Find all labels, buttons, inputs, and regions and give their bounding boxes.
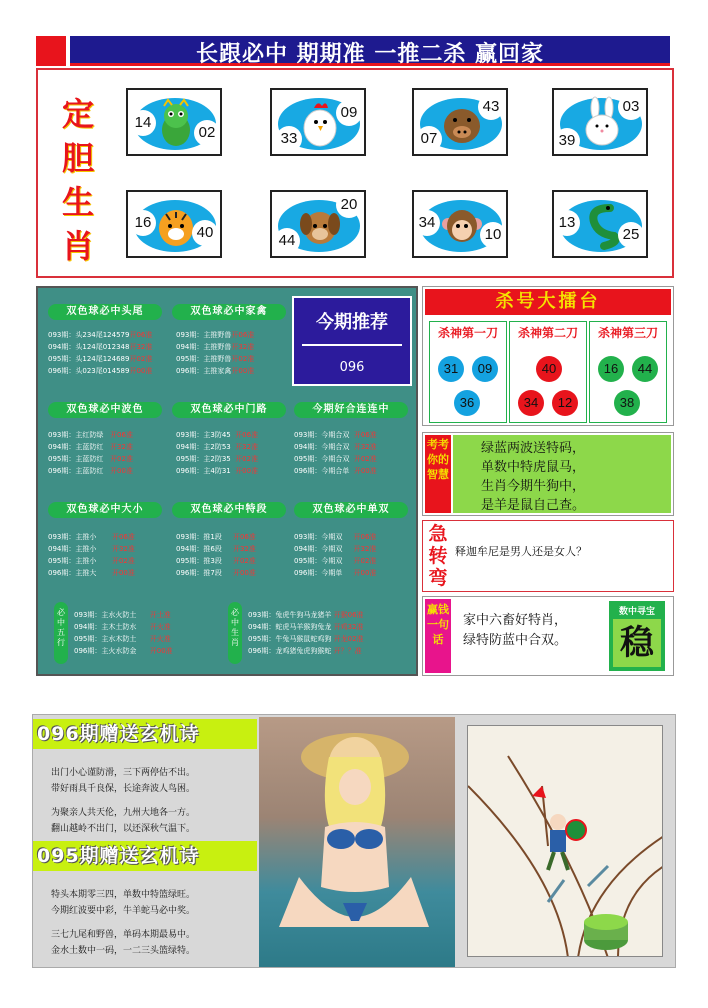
list-item: 094期：今期合双 开32准 <box>294 443 377 451</box>
kill-ball: 36 <box>454 390 480 416</box>
zodiac-section <box>36 68 674 278</box>
zodiac-number: 34 <box>414 210 440 236</box>
win-money-line: 家中六畜好特肖， <box>463 613 568 628</box>
section-head-poultry: 双色球必中家禽 <box>172 304 286 320</box>
zodiac-card-snake <box>552 190 648 258</box>
poem-title-095: 095期赠送玄机诗 <box>33 841 257 871</box>
zodiac-label-char: 胆 <box>61 139 94 177</box>
zodiac-number: 40 <box>192 220 218 246</box>
list-item: 096期：今期单 开00准 <box>294 569 377 577</box>
win-money-line: 绿特防蓝中合双。 <box>463 633 568 648</box>
poem-095-text <box>51 887 257 959</box>
zodiac-card-rooster <box>270 88 366 156</box>
zodiac-number: 10 <box>480 222 506 248</box>
zodiac-number: 25 <box>618 222 644 248</box>
zodiac-label-char: 生 <box>61 183 94 221</box>
kill-ball: 12 <box>552 390 578 416</box>
zodiac-number: 33 <box>276 126 302 152</box>
poem-line: 带好雨具千良保，长途奔波人鸟困。 <box>51 784 196 794</box>
list-item: 095期：推3段 开02准 <box>176 557 256 565</box>
zodiac-card-rabbit <box>552 88 648 156</box>
win-money-body <box>463 611 567 651</box>
kill-title: 杀号大擂台 <box>425 289 671 315</box>
header-banner <box>36 36 674 66</box>
list-item: 096期：主推家禽开00准 <box>176 367 255 375</box>
kill-ball: 40 <box>536 356 562 382</box>
poem-line: 金水土数中一码，一二三头篮绿特。 <box>51 946 196 956</box>
recommend-title: 今期推荐 <box>316 312 388 333</box>
list-item: 096期：主蓝防红 开00准 <box>48 467 133 475</box>
list-item: 093期：今期合双 开06准 <box>294 431 377 439</box>
list-item: 093期：主水火防土 开土准 <box>74 611 171 619</box>
zodiac-number: 20 <box>336 192 362 218</box>
zodiac-number: 16 <box>130 210 156 236</box>
snake-icon <box>580 198 624 254</box>
list-item: 095期：今期双 开02准 <box>294 557 377 565</box>
list-item: 094期：头124尾012348开32准 <box>48 343 153 351</box>
blade-1 <box>429 321 507 423</box>
list-item: 096期：主4防31 开00准 <box>176 467 259 475</box>
wisdom-box <box>422 432 674 516</box>
zodiac-section-label <box>54 92 102 268</box>
brain-teaser-question: 释迦牟尼是男人还是女人？ <box>455 545 587 558</box>
wisdom-line: 单数中特虎鼠马， <box>481 460 586 475</box>
list-item: 096期：龙鸡猪兔虎狗猴蛇 开？？准 <box>248 647 362 655</box>
win-money-box <box>422 596 674 676</box>
zodiac-card-monkey <box>412 190 508 258</box>
poem-line: 出门小心谨防滑，三下两停估不出。 <box>51 768 196 778</box>
poem-096-text <box>51 765 257 837</box>
wisdom-line: 是羊是鼠自己查。 <box>481 498 586 513</box>
kill-number-box <box>422 286 674 426</box>
kill-ball: 44 <box>632 356 658 382</box>
list-item: 095期：主水木防土 开火准 <box>74 635 171 643</box>
poem-title-096: 096期赠送玄机诗 <box>33 719 257 749</box>
list-item: 093期：主推野兽开06准 <box>176 331 255 339</box>
list-item: 094期：蛇虎马羊猴狗兔龙 开鸡32准 <box>248 623 364 631</box>
section-head-tail: 双色球必中头尾 <box>48 304 162 320</box>
list-item: 093期：今期双 开06准 <box>294 533 377 541</box>
list-item: 095期：牛兔马猴鼠蛇鸡狗 开龙02准 <box>248 635 364 643</box>
tiger-icon <box>154 198 198 254</box>
section-head-segment: 双色球必中特段 <box>172 502 286 518</box>
wisdom-body <box>453 435 671 513</box>
list-item: 093期：主3防45 开06准 <box>176 431 259 439</box>
treasure-box <box>609 601 665 671</box>
zodiac-card-dog <box>270 190 366 258</box>
list-item: 093期：头234尾124579开06准 <box>48 331 153 339</box>
kill-ball: 16 <box>598 356 624 382</box>
poem-line: 今期红波要中彩，牛羊蛇马必中奖。 <box>51 906 196 916</box>
zodiac-label-char: 肖 <box>61 227 94 265</box>
blade-title: 杀神第一刀 <box>437 326 498 340</box>
list-item: 093期：推1段 开06准 <box>176 533 256 541</box>
list-item: 094期：推6段 开32准 <box>176 545 256 553</box>
blade-title: 杀神第三刀 <box>597 326 658 340</box>
brain-teaser-box <box>422 520 674 592</box>
zodiac-number: 43 <box>478 94 504 120</box>
zodiac-card-tiger <box>126 190 222 258</box>
zodiac-card-boar <box>412 88 508 156</box>
list-item: 095期：主2防35 开02准 <box>176 455 259 463</box>
model-photo-icon <box>259 717 455 967</box>
kill-ball: 38 <box>614 390 640 416</box>
list-item: 094期：主木土防水 开火准 <box>74 623 171 631</box>
wisdom-line: 生肖今期牛狗中， <box>481 479 586 494</box>
poem-line: 特头本期零三四，单数中特篮绿旺。 <box>51 890 196 900</box>
list-item: 096期：推7段 开00准 <box>176 569 256 577</box>
treasure-title: 数中寻宝 <box>618 607 655 617</box>
list-item: 095期：头124尾124689开02准 <box>48 355 153 363</box>
list-item: 093期：主红防绿 开06准 <box>48 431 133 439</box>
wisdom-line: 绿蓝两波送特码， <box>481 441 586 456</box>
poem-section <box>32 714 676 968</box>
kill-ball: 34 <box>518 390 544 416</box>
list-item: 095期：主推野兽开02准 <box>176 355 255 363</box>
section-head-oddeven: 双色球必中单双 <box>294 502 408 518</box>
section-head-door: 双色球必中门路 <box>172 402 286 418</box>
section-head-combo: 今期好合连连中 <box>294 402 408 418</box>
list-item: 094期：今期双 开32准 <box>294 545 377 553</box>
poem-line: 三七九尾和野兽，单码本期最易中。 <box>51 930 196 940</box>
zodiac-number: 07 <box>416 126 442 152</box>
prediction-panel <box>36 286 418 676</box>
recommend-box <box>292 296 412 386</box>
side-head-zodiacs: 必中生肖 <box>228 602 242 664</box>
kill-ball: 09 <box>472 356 498 382</box>
kill-ball: 31 <box>438 356 464 382</box>
list-item: 096期：头023尾014589开00准 <box>48 367 153 375</box>
zodiac-number: 39 <box>554 128 580 154</box>
win-money-tag: 赢钱一句话 <box>425 599 451 673</box>
poem-line: 翻山越岭不出门，以还深秋气温下。 <box>51 824 196 834</box>
dragon-icon <box>154 96 198 152</box>
zodiac-number: 03 <box>618 94 644 120</box>
recommend-issue: 096 <box>339 360 365 375</box>
list-item: 095期：主蓝防红 开02准 <box>48 455 133 463</box>
brain-teaser-tag: 急转弯 <box>428 523 448 589</box>
list-item: 094期：主推小 开32准 <box>48 545 135 553</box>
wisdom-tag: 考考你的智慧 <box>425 435 451 513</box>
side-head-elements: 必中五行 <box>54 602 68 664</box>
section-head-wave: 双色球必中波色 <box>48 402 162 418</box>
list-item: 096期：今期合单 开00准 <box>294 467 377 475</box>
list-item: 093期：兔虎牛狗马龙猪羊 开猴06准 <box>248 611 364 619</box>
crossroads-icon <box>468 726 663 957</box>
monkey-icon <box>440 198 484 254</box>
list-item: 096期：主火水防金 开00准 <box>74 647 173 655</box>
banner-red-block <box>36 36 66 66</box>
section-head-size: 双色球必中大小 <box>48 502 162 518</box>
zodiac-number: 44 <box>274 228 300 254</box>
blade-title: 杀神第二刀 <box>517 326 578 340</box>
banner-bar <box>70 36 670 66</box>
cartoon-illustration <box>467 725 663 957</box>
banner-title: 长跟必中 期期准 一推二杀 赢回家 <box>196 42 544 67</box>
poem-line: 为聚亲人共天伦，九州大地各一方。 <box>51 808 196 818</box>
zodiac-number: 02 <box>194 120 220 146</box>
zodiac-number: 14 <box>130 110 156 136</box>
zodiac-label-char: 定 <box>61 95 94 133</box>
blade-2 <box>509 321 587 423</box>
list-item: 094期：主蓝防红 开32准 <box>48 443 133 451</box>
treasure-word: 稳 <box>613 619 661 667</box>
zodiac-card-dragon <box>126 88 222 156</box>
list-item: 094期：主推野兽开32准 <box>176 343 255 351</box>
zodiac-number: 09 <box>336 100 362 126</box>
list-item: 096期：主推大 开00准 <box>48 569 135 577</box>
list-item: 094期：主2防53 开32准 <box>176 443 259 451</box>
blade-3 <box>589 321 667 423</box>
rooster-icon <box>298 96 342 152</box>
list-item: 093期：主推小 开06准 <box>48 533 135 541</box>
list-item: 095期：主推小 开02准 <box>48 557 135 565</box>
list-item: 095期：今期合双 开02准 <box>294 455 377 463</box>
beach-photo <box>259 717 455 967</box>
zodiac-number: 13 <box>554 210 580 236</box>
